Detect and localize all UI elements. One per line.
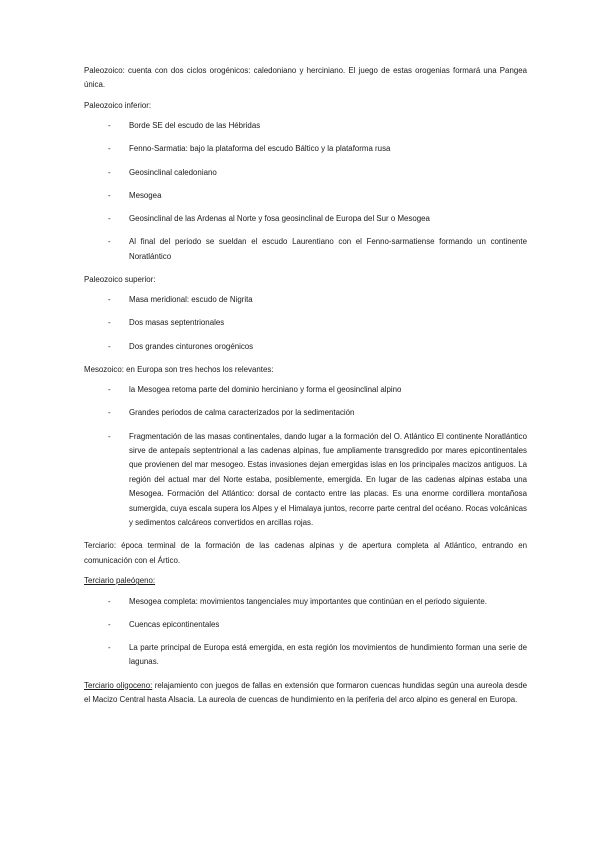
- list-item: - Cuencas epicontinentales: [108, 619, 220, 629]
- paleozoico-inferior-list: [84, 119, 527, 264]
- list-item: - la Mesogea retoma parte del dominio herciniano y forma el geosinclinal alpino: [108, 385, 402, 395]
- list-item: - Fenno-Sarmatia: bajo la plataforma del escudo Báltico y la plataforma rusa: [108, 144, 391, 154]
- paleozoico-superior-heading: Paleozoico superior:: [84, 274, 156, 284]
- list-item: - Borde SE del escudo de las Hébridas: [108, 121, 261, 131]
- list-item: - La parte principal de Europa está emergida, en esta región los movimientos de hundimiento forman una serie de lagunas.: [108, 642, 527, 667]
- paleozoico-inferior-heading: Paleozoico inferior:: [84, 100, 152, 110]
- terciario-paleogeno-list: [84, 595, 527, 670]
- terciario-paleogeno-heading: Terciario paleógeno:: [84, 576, 156, 586]
- list-item: - Mesogea: [108, 190, 162, 200]
- list-item: - Dos grandes cinturones orogénicos: [108, 341, 254, 351]
- terciario-oligoceno-label: Terciario oligoceno:: [84, 680, 153, 690]
- list-item: - Al final del periodo se sueldan el escudo Laurentiano con el Fenno-sarmatiense formando un continente Noratlántico: [108, 237, 527, 261]
- mesozoico-list: [84, 383, 527, 530]
- list-item: - Grandes periodos de calma caracterizados por la sedimentación: [108, 408, 355, 418]
- terciario-oligoceno-paragraph: [84, 679, 527, 708]
- paleozoico-paragraph: Paleozoico: cuenta con dos ciclos orogénicos: caledoniano y herciniano. El juego de estas orogenias formará una Pangea única.: [84, 66, 527, 90]
- list-item: - Dos masas septentrionales: [108, 318, 225, 328]
- list-item: - Mesogea completa: movimientos tangenciales muy importantes que continúan en el periodo siguiente.: [108, 596, 487, 606]
- list-item: - Masa meridional: escudo de Nigrita: [108, 295, 253, 305]
- list-item: - Geosinclinal de las Ardenas al Norte y fosa geosinclinal de Europa del Sur o Mesogea: [108, 214, 430, 224]
- terciario-paragraph: Terciario: época terminal de la formación de las cadenas alpinas y de apertura completa al Atlántico, entrando en comunicación con el Ártico.: [84, 541, 527, 565]
- mesozoico-heading: Mesozoico: en Europa son tres hechos los relevantes:: [84, 364, 274, 374]
- list-item: - Fragmentación de las masas continentales, dando lugar a la formación del O. Atlántico El continente Noratlántico sirve de antepaís septentrional a las cadenas alpinas, fue ampliamente transgredido por mares epicontinentales que provienen del mar mesogeo. Estas invasiones dejan emergidas islas en los principales macizos antiguos. La región del actual mar del Norte estaba, posiblemente, emergida. En lugar de las cadenas alpinas estaba una Mesogea. Formación del Atlántico: dorsal de contacto entre las placas. Es una enorme cordillera montañosa sumergida, cuya escala supera los Alpes y el Himalaya juntos, recorre parte central del océano. Rocas volcánicas y sedimentos calcáreos convertidos en arcillas rojas.: [108, 431, 527, 528]
- list-item: - Geosinclinal caledoniano: [108, 167, 217, 177]
- paleozoico-superior-list: [84, 293, 527, 354]
- terciario-oligoceno-text: relajamiento con juegos de fallas en extensión que formaron cuencas hundidas según una aureola desde el Macizo Central hasta Alsacia. La aureola de cuencas de hundimiento en la periferia del arco alpino es general en Europa.: [84, 680, 527, 704]
